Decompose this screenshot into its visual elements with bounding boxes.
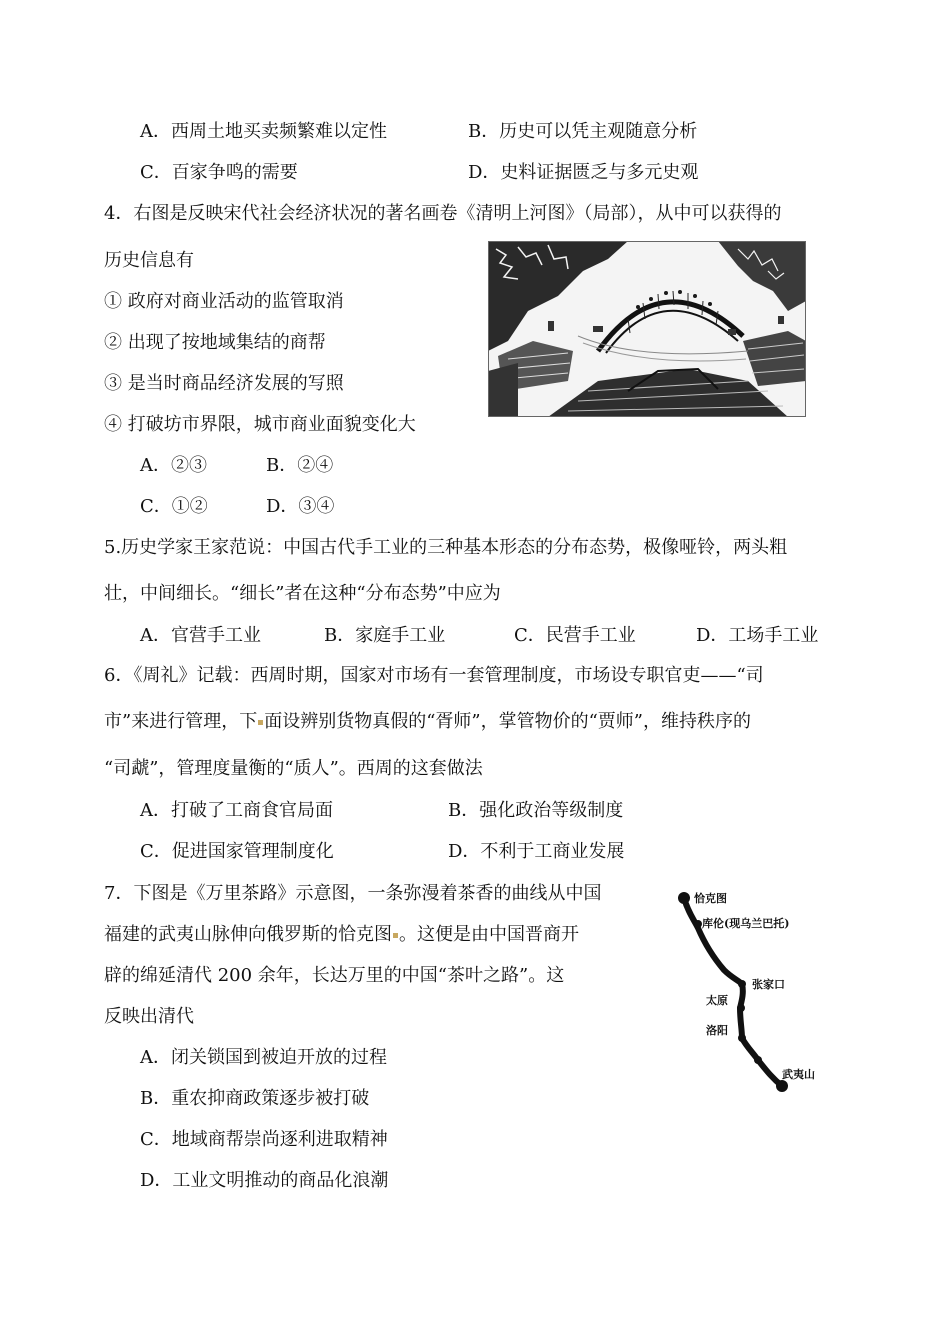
q4-statement-2: ② 出现了按地域集结的商帮 bbox=[104, 332, 326, 353]
tea-route-map bbox=[670, 880, 850, 1100]
scan-mark bbox=[258, 720, 263, 725]
q4-option-a: A．②③ bbox=[140, 455, 207, 476]
q7-stem-line1: 7．下图是《万里茶路》示意图，一条弥漫着茶香的曲线从中国 bbox=[104, 883, 602, 904]
q4-statement-3: ③ 是当时商品经济发展的写照 bbox=[104, 373, 344, 394]
map-point-taiyuan bbox=[737, 1004, 745, 1012]
q5-option-d: D．工场手工业 bbox=[696, 625, 819, 646]
q4-statement-1: ① 政府对商业活动的监管取消 bbox=[104, 291, 344, 312]
q6-stem-line3: “司虣”，管理度量衡的“质人”。西周的这套做法 bbox=[104, 758, 483, 779]
q7-stem-line4: 反映出清代 bbox=[104, 1006, 194, 1027]
q4-statement-4: ④ 打破坊市界限，城市商业面貌变化大 bbox=[104, 414, 416, 435]
q7-option-b: B．重农抑商政策逐步被打破 bbox=[140, 1088, 370, 1109]
map-point-wuyishan bbox=[776, 1080, 788, 1092]
map-label-kulun: 库伦(现乌兰巴托) bbox=[702, 917, 790, 930]
q4-stem-line1: 4．右图是反映宋代社会经济状况的著名画卷《清明上河图》（局部），从中可以获得的 bbox=[104, 203, 782, 224]
q6-stem-line2-part2: 面设辨别货物真假的“胥师”，掌管物价的“贾师”，维持秩序的 bbox=[264, 711, 752, 732]
scan-mark bbox=[393, 933, 398, 938]
q4-option-c: C．①② bbox=[140, 496, 208, 517]
q7-stem-line2-part2: 。这便是由中国晋商开 bbox=[399, 924, 579, 945]
q6-option-d: D．不利于工商业发展 bbox=[448, 841, 625, 862]
q7-stem-line2-part1: 福建的武夷山脉伸向俄罗斯的恰克图 bbox=[104, 924, 392, 945]
q3-option-a: A．西周土地买卖频繁难以定性 bbox=[140, 121, 387, 142]
q4-option-d: D．③④ bbox=[266, 496, 335, 517]
map-point-mid bbox=[754, 1056, 762, 1064]
map-point-luoyang bbox=[738, 1034, 746, 1042]
q6-option-a: A．打破了工商食官局面 bbox=[140, 800, 333, 821]
map-point-kulun bbox=[694, 920, 702, 928]
q7-option-d: D．工业文明推动的商品化浪潮 bbox=[140, 1170, 389, 1191]
qingming-scroll-image bbox=[488, 241, 806, 417]
q7-stem-line3: 辟的绵延清代 200 余年，长达万里的中国“茶叶之路”。这 bbox=[104, 965, 565, 986]
map-label-wuyishan: 武夷山 bbox=[782, 1068, 815, 1081]
map-label-kyakhta: 恰克图 bbox=[694, 892, 727, 905]
q3-option-c: C．百家争鸣的需要 bbox=[140, 162, 298, 183]
q6-option-b: B．强化政治等级制度 bbox=[448, 800, 624, 821]
q5-stem-line1: 5.历史学家王家范说：中国古代手工业的三种基本形态的分布态势，极像哑铃，两头粗 bbox=[104, 537, 788, 558]
q3-option-d: D．史料证据匮乏与多元史观 bbox=[468, 162, 699, 183]
map-label-zhangjiakou: 张家口 bbox=[752, 978, 785, 991]
q7-option-c: C．地域商帮崇尚逐利进取精神 bbox=[140, 1129, 388, 1150]
q4-option-b: B．②④ bbox=[266, 455, 334, 476]
q3-option-b: B．历史可以凭主观随意分析 bbox=[468, 121, 698, 142]
q6-stem-line2 bbox=[104, 710, 751, 734]
q5-option-a: A．官营手工业 bbox=[140, 625, 261, 646]
q4-stem-line2: 历史信息有 bbox=[104, 250, 194, 271]
q5-option-b: B．家庭手工业 bbox=[324, 625, 446, 646]
q5-option-c: C．民营手工业 bbox=[514, 625, 636, 646]
map-label-taiyuan: 太原 bbox=[706, 994, 728, 1007]
map-label-luoyang: 洛阳 bbox=[706, 1024, 728, 1037]
map-point-zhangjiakou bbox=[738, 980, 746, 988]
map-point-kyakhta bbox=[678, 892, 690, 904]
q6-stem-line2-part1: 市”来进行管理，下 bbox=[104, 711, 258, 732]
q6-stem-line1: 6．《周礼》记载：西周时期，国家对市场有一套管理制度，市场设专职官吏——“司 bbox=[104, 665, 764, 686]
q6-option-c: C．促进国家管理制度化 bbox=[140, 841, 334, 862]
q7-stem-line2 bbox=[104, 923, 579, 947]
q5-stem-line2: 壮，中间细长。“细长”者在这种“分布态势”中应为 bbox=[104, 583, 501, 604]
q7-option-a: A．闭关锁国到被迫开放的过程 bbox=[140, 1047, 387, 1068]
